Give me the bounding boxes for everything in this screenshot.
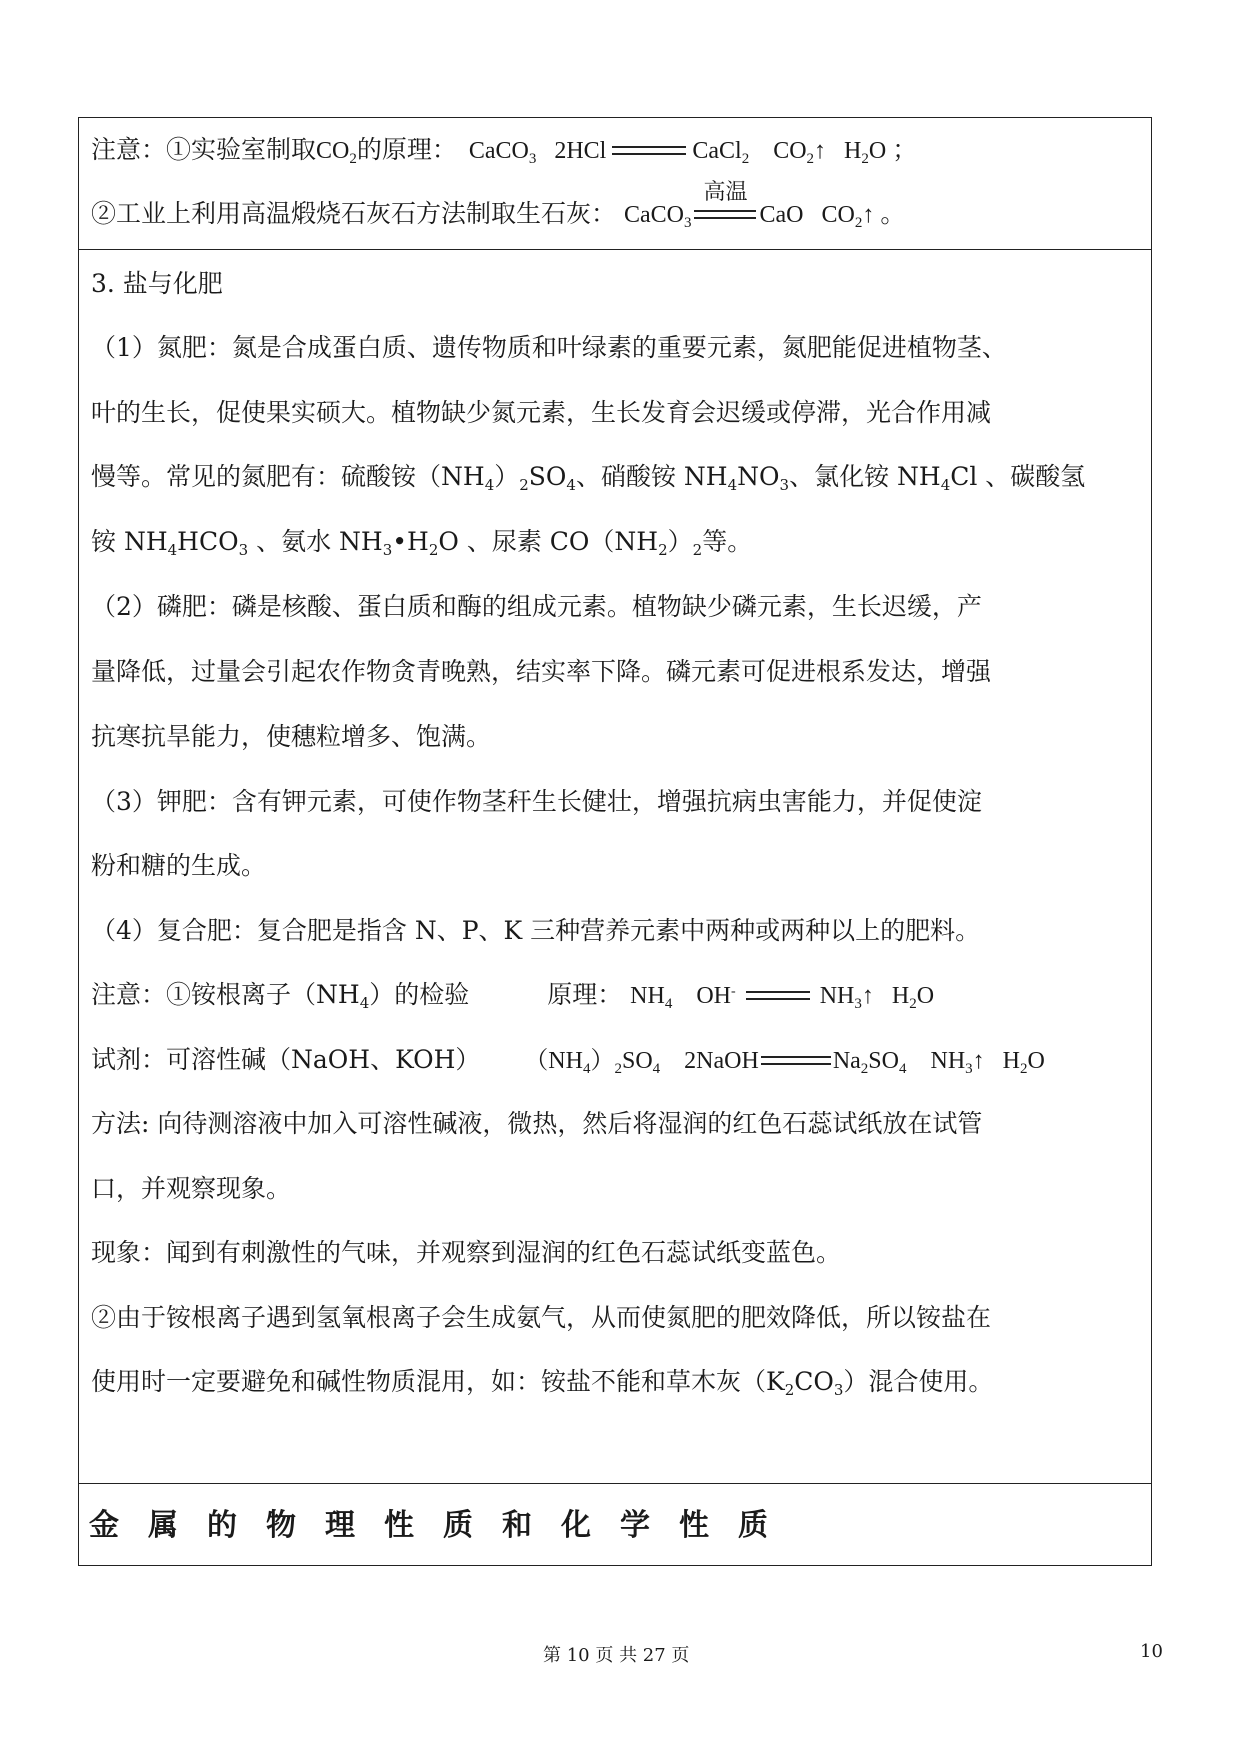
reaction-condition: 高温 xyxy=(703,180,748,205)
compound-line-1: （4）复合肥：复合肥是指含 N、P、K 三种营养元素中两种或两种以上的肥料。 xyxy=(91,916,981,945)
n3b: 4 xyxy=(484,476,495,494)
method-line-2: 口，并观察现象。 xyxy=(91,1174,292,1203)
n3f: 4 xyxy=(566,476,576,494)
nm-a: 使用时一定要避免和碱性物质混用，如：铵盐不能和草木灰（K xyxy=(91,1367,785,1396)
equation-ammonium-sulfate-naoh xyxy=(524,1048,1045,1077)
potassium-line-1: （3）钾肥：含有钾元素，可使作物茎秆生长健壮，增强抗病虫害能力，并促使淀 xyxy=(91,787,982,816)
reagent-line xyxy=(91,1043,1045,1078)
at-prefix-sub: 4 xyxy=(359,994,370,1012)
nm-d: 3 xyxy=(833,1381,844,1399)
rg-nh3: NH xyxy=(930,1048,966,1074)
page-indicator: 第 10 页 共 27 页 xyxy=(543,1645,690,1666)
equals-sign xyxy=(612,146,686,155)
content-table xyxy=(78,117,1152,1566)
rg-l1-end: SO xyxy=(621,1048,653,1074)
co2-sub: 2 xyxy=(349,151,357,167)
rg-naoh: 2NaOH xyxy=(684,1048,759,1074)
eq-h2o-sub: 2 xyxy=(861,151,869,167)
nitrogen-line-3 xyxy=(91,460,1085,494)
note1-middle: 的原理： xyxy=(356,135,457,164)
rg-l1-sub2: 2 xyxy=(614,1061,622,1077)
n3e: SO xyxy=(528,462,567,491)
eq-caco3: CaCO xyxy=(468,138,529,164)
eq-co2: CO xyxy=(773,138,807,164)
n4e: 、氨水 NH xyxy=(248,527,383,556)
n3h: 4 xyxy=(727,476,738,494)
eq-h2o-end: O xyxy=(868,138,887,164)
note1-end: ； xyxy=(892,135,918,164)
nm-c: CO xyxy=(794,1367,834,1396)
eq-caco3-sub: 3 xyxy=(528,151,537,167)
n4c: HCO xyxy=(177,527,239,556)
eq-co2-sub: 2 xyxy=(806,151,815,167)
n4h: 2 xyxy=(428,541,439,559)
rg-na: Na xyxy=(832,1048,861,1074)
phosphorus-line-1: （2）磷肥：磷是核酸、蛋白质和酶的组成元素。植物缺少磷元素，生长迟缓，产 xyxy=(91,592,982,621)
eq2-caco3-sub: 3 xyxy=(683,215,692,231)
nitrogen-line-2: 叶的生长，促使果实硕大。植物缺少氮元素，生长发育会迟缓或停滞，光合作用减 xyxy=(91,398,992,427)
note1-prefix: 注意：①实验室制取 xyxy=(91,135,317,164)
eq2-cao: CaO xyxy=(759,202,804,228)
gas-arrow-icon: ↑ xyxy=(814,138,827,164)
at-oh-sup: - xyxy=(731,984,736,999)
section-heading: 金属的物理性质和化学性质 xyxy=(89,1508,797,1543)
co2-formula xyxy=(316,138,357,167)
equals-sign xyxy=(746,991,810,1000)
rg-h2o: H xyxy=(1002,1048,1020,1074)
n4g: •H xyxy=(392,527,429,556)
eq-2hcl: 2HCl xyxy=(554,138,607,164)
ammonium-test-line xyxy=(91,978,934,1013)
n4m: 等。 xyxy=(702,527,753,556)
n4b: 4 xyxy=(167,541,178,559)
at-nh3: NH xyxy=(819,983,855,1009)
n3j: 3 xyxy=(779,476,790,494)
page-number: 10 xyxy=(1140,1641,1163,1662)
eq2-co2: CO xyxy=(821,202,855,228)
n4k: ） xyxy=(667,527,693,556)
note-co2-principle xyxy=(91,133,917,168)
at-oh: OH xyxy=(696,983,732,1009)
row-divider xyxy=(79,1483,1151,1484)
rg-l1-mid: ） xyxy=(590,1048,615,1074)
rg-l1-sub3: 4 xyxy=(652,1061,661,1077)
potassium-line-2: 粉和糖的生成。 xyxy=(91,851,267,880)
phosphorus-line-2: 量降低，过量会引起农作物贪青晚熟，结实率下降。磷元素可促进根系发达，增强 xyxy=(91,657,992,686)
at-principle: 原理： xyxy=(547,980,623,1009)
rg-h2o-end: O xyxy=(1027,1048,1045,1074)
nm-e: ）混合使用。 xyxy=(843,1367,994,1396)
row-divider xyxy=(79,249,1151,250)
n3g: 、硝酸铵 NH xyxy=(575,462,728,491)
rg-nh3-sub: 3 xyxy=(965,1061,973,1077)
n4j: 2 xyxy=(658,541,668,559)
equals-sign xyxy=(694,210,756,219)
at-h2o-sub: 2 xyxy=(909,996,917,1012)
phenomenon-line: 现象：闻到有刺激性的气味，并观察到湿润的红色石蕊试纸变蓝色。 xyxy=(91,1238,842,1267)
gas-arrow-icon: ↑ xyxy=(861,983,874,1009)
rg-h2o-sub: 2 xyxy=(1020,1061,1028,1077)
n4i: O 、尿素 CO（NH xyxy=(438,527,659,556)
note-mix-line-1: ②由于铵根离子遇到氢氧根离子会生成氨气，从而使氮肥的肥效降低，所以铵盐在 xyxy=(91,1303,992,1332)
at-prefix: 注意：①铵根离子（NH xyxy=(91,980,360,1009)
at-nh4-sub: 4 xyxy=(664,996,673,1012)
n4f: 3 xyxy=(382,541,393,559)
note-mix-line-2 xyxy=(91,1365,993,1399)
method-line-1: 方法: 向待测溶液中加入可溶性碱液，微热，然后将湿润的红色石蕊试纸放在试管 xyxy=(91,1109,983,1138)
rg-so-sub: 4 xyxy=(898,1061,907,1077)
nm-b: 2 xyxy=(784,1381,795,1399)
note2-end: 。 xyxy=(880,199,906,228)
at-suffix: ）的检验 xyxy=(369,980,470,1009)
rg-na-sub: 2 xyxy=(860,1061,869,1077)
eq-h2o: H xyxy=(844,138,862,164)
at-nh4: NH xyxy=(630,983,665,1009)
n3i: NO xyxy=(737,462,780,491)
rg-so: SO xyxy=(868,1048,899,1074)
rg-l1: （NH xyxy=(524,1048,583,1074)
n3m: Cl 、碳酸氢 xyxy=(950,462,1086,491)
nitrogen-line-1: （1）氮肥：氮是合成蛋白质、遗传物质和叶绿素的重要元素，氮肥能促进植物茎、 xyxy=(91,333,1007,362)
n3c: ） xyxy=(494,462,520,491)
note-quicklime xyxy=(91,180,906,232)
at-h2o: H xyxy=(891,983,910,1009)
phosphorus-line-3: 抗寒抗旱能力，使穗粒增多、饱满。 xyxy=(91,722,492,751)
n3l: 4 xyxy=(940,476,951,494)
eq-cacl2-sub: 2 xyxy=(741,151,750,167)
gas-arrow-icon: ↑ xyxy=(862,202,875,228)
gas-arrow-icon: ↑ xyxy=(972,1048,985,1074)
eq-cacl2: CaCl xyxy=(692,138,742,164)
eq2-caco3: CaCO xyxy=(623,202,684,228)
at-nh3-sub: 3 xyxy=(854,996,862,1012)
co2-base: CO xyxy=(316,138,350,164)
n3d: 2 xyxy=(519,476,529,494)
equation-caco3-hcl xyxy=(468,138,892,167)
equals-sign xyxy=(761,1056,831,1065)
equation-caco3-heat xyxy=(623,180,880,231)
eq2-co2-sub: 2 xyxy=(854,215,863,231)
section-title: 3. 盐与化肥 xyxy=(91,269,223,298)
equals-with-condition xyxy=(691,180,759,232)
n4l: 2 xyxy=(692,541,703,559)
nitrogen-line-4 xyxy=(91,525,752,559)
rg-prefix: 试剂：可溶性碱（NaOH、KOH） xyxy=(91,1045,481,1074)
n3a: 慢等。常见的氮肥有：硫酸铵（NH xyxy=(91,462,485,491)
n3k: 、氯化铵 NH xyxy=(789,462,941,491)
equation-ammonium-hydroxide xyxy=(630,983,935,1012)
at-h2o-end: O xyxy=(916,983,935,1009)
n4d: 3 xyxy=(238,541,249,559)
n4a: 铵 NH xyxy=(91,527,168,556)
rg-l1-sub: 4 xyxy=(582,1061,591,1077)
note2-prefix: ②工业上利用高温煅烧石灰石方法制取生石灰： xyxy=(91,199,617,228)
